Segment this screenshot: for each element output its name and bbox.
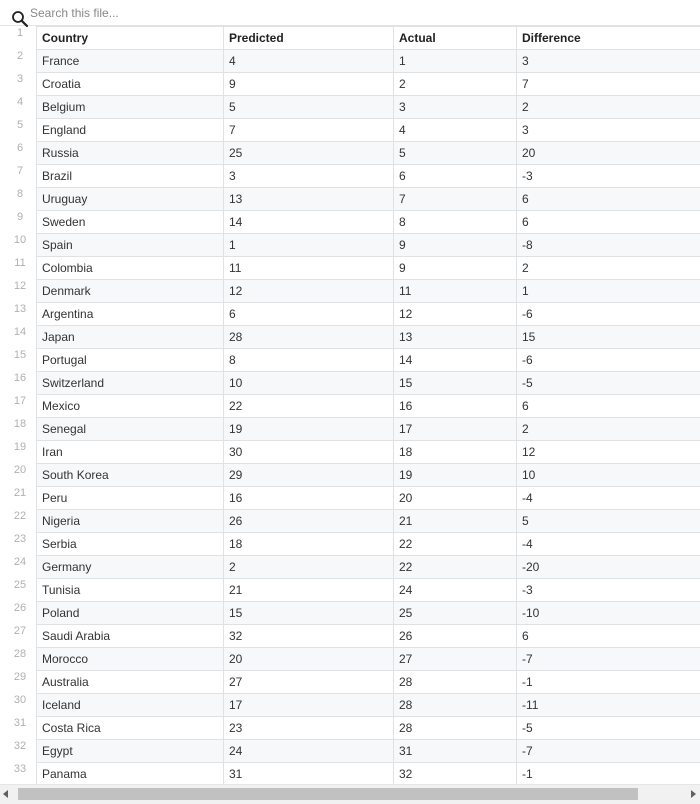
- line-number[interactable]: 9: [16, 211, 24, 223]
- table-row: [37, 211, 700, 234]
- line-number[interactable]: 10: [13, 234, 27, 246]
- difference-cell: 15: [517, 326, 700, 349]
- actual-cell: 16: [394, 395, 517, 418]
- predicted-cell: 31: [224, 763, 394, 786]
- predicted-cell: 27: [224, 671, 394, 694]
- actual-cell: 3: [394, 96, 517, 119]
- difference-cell: 2: [517, 257, 700, 280]
- country-cell: Peru: [37, 487, 224, 510]
- line-number[interactable]: 22: [13, 510, 27, 522]
- line-number[interactable]: 17: [13, 395, 27, 407]
- country-cell: Egypt: [37, 740, 224, 763]
- scrollbar-thumb[interactable]: [18, 788, 638, 800]
- difference-cell: 3: [517, 50, 700, 73]
- predicted-cell: 12: [224, 280, 394, 303]
- actual-cell: 1: [394, 50, 517, 73]
- column-header-predicted[interactable]: Predicted: [224, 27, 394, 50]
- predicted-cell: 7: [224, 119, 394, 142]
- predicted-cell: 11: [224, 257, 394, 280]
- actual-cell: 24: [394, 579, 517, 602]
- line-number[interactable]: 18: [13, 418, 27, 430]
- predicted-cell: 32: [224, 625, 394, 648]
- table-row: [37, 740, 700, 763]
- predicted-cell: 20: [224, 648, 394, 671]
- table-row: [37, 165, 700, 188]
- country-cell: Russia: [37, 142, 224, 165]
- difference-cell: 5: [517, 510, 700, 533]
- table-row: [37, 142, 700, 165]
- actual-cell: 28: [394, 671, 517, 694]
- actual-cell: 5: [394, 142, 517, 165]
- country-cell: Mexico: [37, 395, 224, 418]
- actual-cell: 9: [394, 234, 517, 257]
- predicted-cell: 4: [224, 50, 394, 73]
- table-row: [37, 648, 700, 671]
- country-cell: England: [37, 119, 224, 142]
- predicted-cell: 29: [224, 464, 394, 487]
- country-cell: Saudi Arabia: [37, 625, 224, 648]
- search-bar: [0, 0, 700, 26]
- country-cell: Brazil: [37, 165, 224, 188]
- table-row: [37, 464, 700, 487]
- line-number[interactable]: 16: [13, 372, 27, 384]
- table-row: [37, 257, 700, 280]
- country-cell: Tunisia: [37, 579, 224, 602]
- actual-cell: 15: [394, 372, 517, 395]
- predicted-cell: 6: [224, 303, 394, 326]
- difference-cell: -5: [517, 372, 700, 395]
- table-row: [37, 395, 700, 418]
- country-cell: Portugal: [37, 349, 224, 372]
- country-cell: South Korea: [37, 464, 224, 487]
- line-number[interactable]: 14: [13, 326, 27, 338]
- country-cell: Argentina: [37, 303, 224, 326]
- difference-cell: -4: [517, 487, 700, 510]
- line-number[interactable]: 7: [16, 165, 24, 177]
- line-number[interactable]: 11: [14, 257, 26, 269]
- country-cell: Iceland: [37, 694, 224, 717]
- country-cell: Colombia: [37, 257, 224, 280]
- difference-cell: -3: [517, 165, 700, 188]
- predicted-cell: 18: [224, 533, 394, 556]
- line-number[interactable]: 29: [13, 671, 27, 683]
- column-header-difference[interactable]: Difference: [517, 27, 700, 50]
- difference-cell: 20: [517, 142, 700, 165]
- predicted-cell: 17: [224, 694, 394, 717]
- table-row: [37, 579, 700, 602]
- line-number[interactable]: 8: [16, 188, 24, 200]
- table-row: [37, 556, 700, 579]
- arrow-right-icon[interactable]: [691, 790, 696, 798]
- predicted-cell: 22: [224, 395, 394, 418]
- table-row: [37, 119, 700, 142]
- line-number[interactable]: 19: [13, 441, 27, 453]
- actual-cell: 13: [394, 326, 517, 349]
- predicted-cell: 1: [224, 234, 394, 257]
- line-number[interactable]: 5: [16, 119, 24, 131]
- difference-cell: 10: [517, 464, 700, 487]
- country-cell: Australia: [37, 671, 224, 694]
- actual-cell: 21: [394, 510, 517, 533]
- search-input[interactable]: [30, 3, 430, 23]
- actual-cell: 31: [394, 740, 517, 763]
- arrow-left-icon[interactable]: [3, 790, 8, 798]
- actual-cell: 8: [394, 211, 517, 234]
- predicted-cell: 30: [224, 441, 394, 464]
- line-number[interactable]: 25: [13, 579, 27, 591]
- difference-cell: 7: [517, 73, 700, 96]
- actual-cell: 28: [394, 717, 517, 740]
- country-cell: Serbia: [37, 533, 224, 556]
- table-row: [37, 717, 700, 740]
- difference-cell: 1: [517, 280, 700, 303]
- table-row: [37, 671, 700, 694]
- line-number[interactable]: 31: [13, 717, 27, 729]
- difference-cell: -6: [517, 349, 700, 372]
- difference-cell: -8: [517, 234, 700, 257]
- line-number[interactable]: 24: [13, 556, 27, 568]
- predicted-cell: 26: [224, 510, 394, 533]
- actual-cell: 4: [394, 119, 517, 142]
- difference-cell: -7: [517, 740, 700, 763]
- actual-cell: 14: [394, 349, 517, 372]
- country-cell: Japan: [37, 326, 224, 349]
- table-row: [37, 694, 700, 717]
- line-number[interactable]: 27: [13, 625, 27, 637]
- table-row: [37, 234, 700, 257]
- table-body: [37, 50, 700, 786]
- line-number[interactable]: 3: [16, 73, 24, 85]
- table-row: [37, 73, 700, 96]
- column-header-actual[interactable]: Actual: [394, 27, 517, 50]
- actual-cell: 20: [394, 487, 517, 510]
- line-number[interactable]: 28: [13, 648, 27, 660]
- country-cell: Germany: [37, 556, 224, 579]
- difference-cell: -1: [517, 671, 700, 694]
- difference-cell: -6: [517, 303, 700, 326]
- actual-cell: 26: [394, 625, 517, 648]
- table-row: [37, 625, 700, 648]
- country-cell: Senegal: [37, 418, 224, 441]
- table-row: [37, 533, 700, 556]
- table-row: [37, 280, 700, 303]
- csv-table: [36, 26, 700, 786]
- difference-cell: -1: [517, 763, 700, 786]
- difference-cell: -4: [517, 533, 700, 556]
- line-number[interactable]: 26: [13, 602, 27, 614]
- country-cell: Panama: [37, 763, 224, 786]
- country-cell: Morocco: [37, 648, 224, 671]
- predicted-cell: 3: [224, 165, 394, 188]
- predicted-cell: 2: [224, 556, 394, 579]
- line-number[interactable]: 23: [13, 533, 27, 545]
- predicted-cell: 10: [224, 372, 394, 395]
- line-number[interactable]: 13: [13, 303, 27, 315]
- table-row: [37, 372, 700, 395]
- actual-cell: 25: [394, 602, 517, 625]
- actual-cell: 27: [394, 648, 517, 671]
- difference-cell: 3: [517, 119, 700, 142]
- country-cell: Croatia: [37, 73, 224, 96]
- actual-cell: 22: [394, 556, 517, 579]
- line-number[interactable]: 15: [13, 349, 27, 361]
- country-cell: Poland: [37, 602, 224, 625]
- predicted-cell: 24: [224, 740, 394, 763]
- actual-cell: 11: [394, 280, 517, 303]
- predicted-cell: 15: [224, 602, 394, 625]
- table-row: [37, 602, 700, 625]
- country-cell: Denmark: [37, 280, 224, 303]
- actual-cell: 28: [394, 694, 517, 717]
- actual-cell: 2: [394, 73, 517, 96]
- table-row: [37, 188, 700, 211]
- line-number-gutter: [0, 26, 36, 785]
- predicted-cell: 9: [224, 73, 394, 96]
- actual-cell: 7: [394, 188, 517, 211]
- actual-cell: 9: [394, 257, 517, 280]
- actual-cell: 18: [394, 441, 517, 464]
- country-cell: Sweden: [37, 211, 224, 234]
- line-number[interactable]: 4: [16, 96, 24, 108]
- table-row: [37, 96, 700, 119]
- difference-cell: -20: [517, 556, 700, 579]
- difference-cell: 6: [517, 395, 700, 418]
- line-number[interactable]: 30: [13, 694, 27, 706]
- country-cell: France: [37, 50, 224, 73]
- actual-cell: 32: [394, 763, 517, 786]
- column-header-country[interactable]: Country: [37, 27, 224, 50]
- difference-cell: 6: [517, 211, 700, 234]
- difference-cell: -10: [517, 602, 700, 625]
- table-row: [37, 418, 700, 441]
- difference-cell: 6: [517, 625, 700, 648]
- difference-cell: -7: [517, 648, 700, 671]
- difference-cell: 6: [517, 188, 700, 211]
- predicted-cell: 5: [224, 96, 394, 119]
- line-number[interactable]: 6: [16, 142, 24, 154]
- actual-cell: 19: [394, 464, 517, 487]
- line-number[interactable]: 33: [13, 763, 27, 775]
- difference-cell: -11: [517, 694, 700, 717]
- actual-cell: 6: [394, 165, 517, 188]
- line-number[interactable]: 21: [13, 487, 27, 499]
- predicted-cell: 21: [224, 579, 394, 602]
- predicted-cell: 25: [224, 142, 394, 165]
- country-cell: Costa Rica: [37, 717, 224, 740]
- actual-cell: 22: [394, 533, 517, 556]
- predicted-cell: 23: [224, 717, 394, 740]
- predicted-cell: 13: [224, 188, 394, 211]
- actual-cell: 12: [394, 303, 517, 326]
- country-cell: Switzerland: [37, 372, 224, 395]
- table-row: [37, 510, 700, 533]
- country-cell: Uruguay: [37, 188, 224, 211]
- predicted-cell: 28: [224, 326, 394, 349]
- line-number[interactable]: 20: [13, 464, 27, 476]
- csv-table-container: [36, 26, 700, 786]
- difference-cell: -5: [517, 717, 700, 740]
- country-cell: Spain: [37, 234, 224, 257]
- country-cell: Nigeria: [37, 510, 224, 533]
- table-row: [37, 487, 700, 510]
- predicted-cell: 16: [224, 487, 394, 510]
- table-row: [37, 763, 700, 786]
- country-cell: Iran: [37, 441, 224, 464]
- table-row: [37, 349, 700, 372]
- table-row: [37, 441, 700, 464]
- table-row: [37, 326, 700, 349]
- predicted-cell: 14: [224, 211, 394, 234]
- line-number[interactable]: 12: [13, 280, 27, 292]
- table-row: [37, 303, 700, 326]
- horizontal-scrollbar[interactable]: [0, 784, 700, 804]
- country-cell: Belgium: [37, 96, 224, 119]
- difference-cell: 2: [517, 96, 700, 119]
- difference-cell: 2: [517, 418, 700, 441]
- table-row: [37, 50, 700, 73]
- difference-cell: -3: [517, 579, 700, 602]
- predicted-cell: 19: [224, 418, 394, 441]
- line-number[interactable]: 2: [16, 50, 24, 62]
- table-header-row: [37, 27, 700, 50]
- line-number[interactable]: 32: [13, 740, 27, 752]
- predicted-cell: 8: [224, 349, 394, 372]
- difference-cell: 12: [517, 441, 700, 464]
- actual-cell: 17: [394, 418, 517, 441]
- line-number[interactable]: 1: [16, 27, 24, 39]
